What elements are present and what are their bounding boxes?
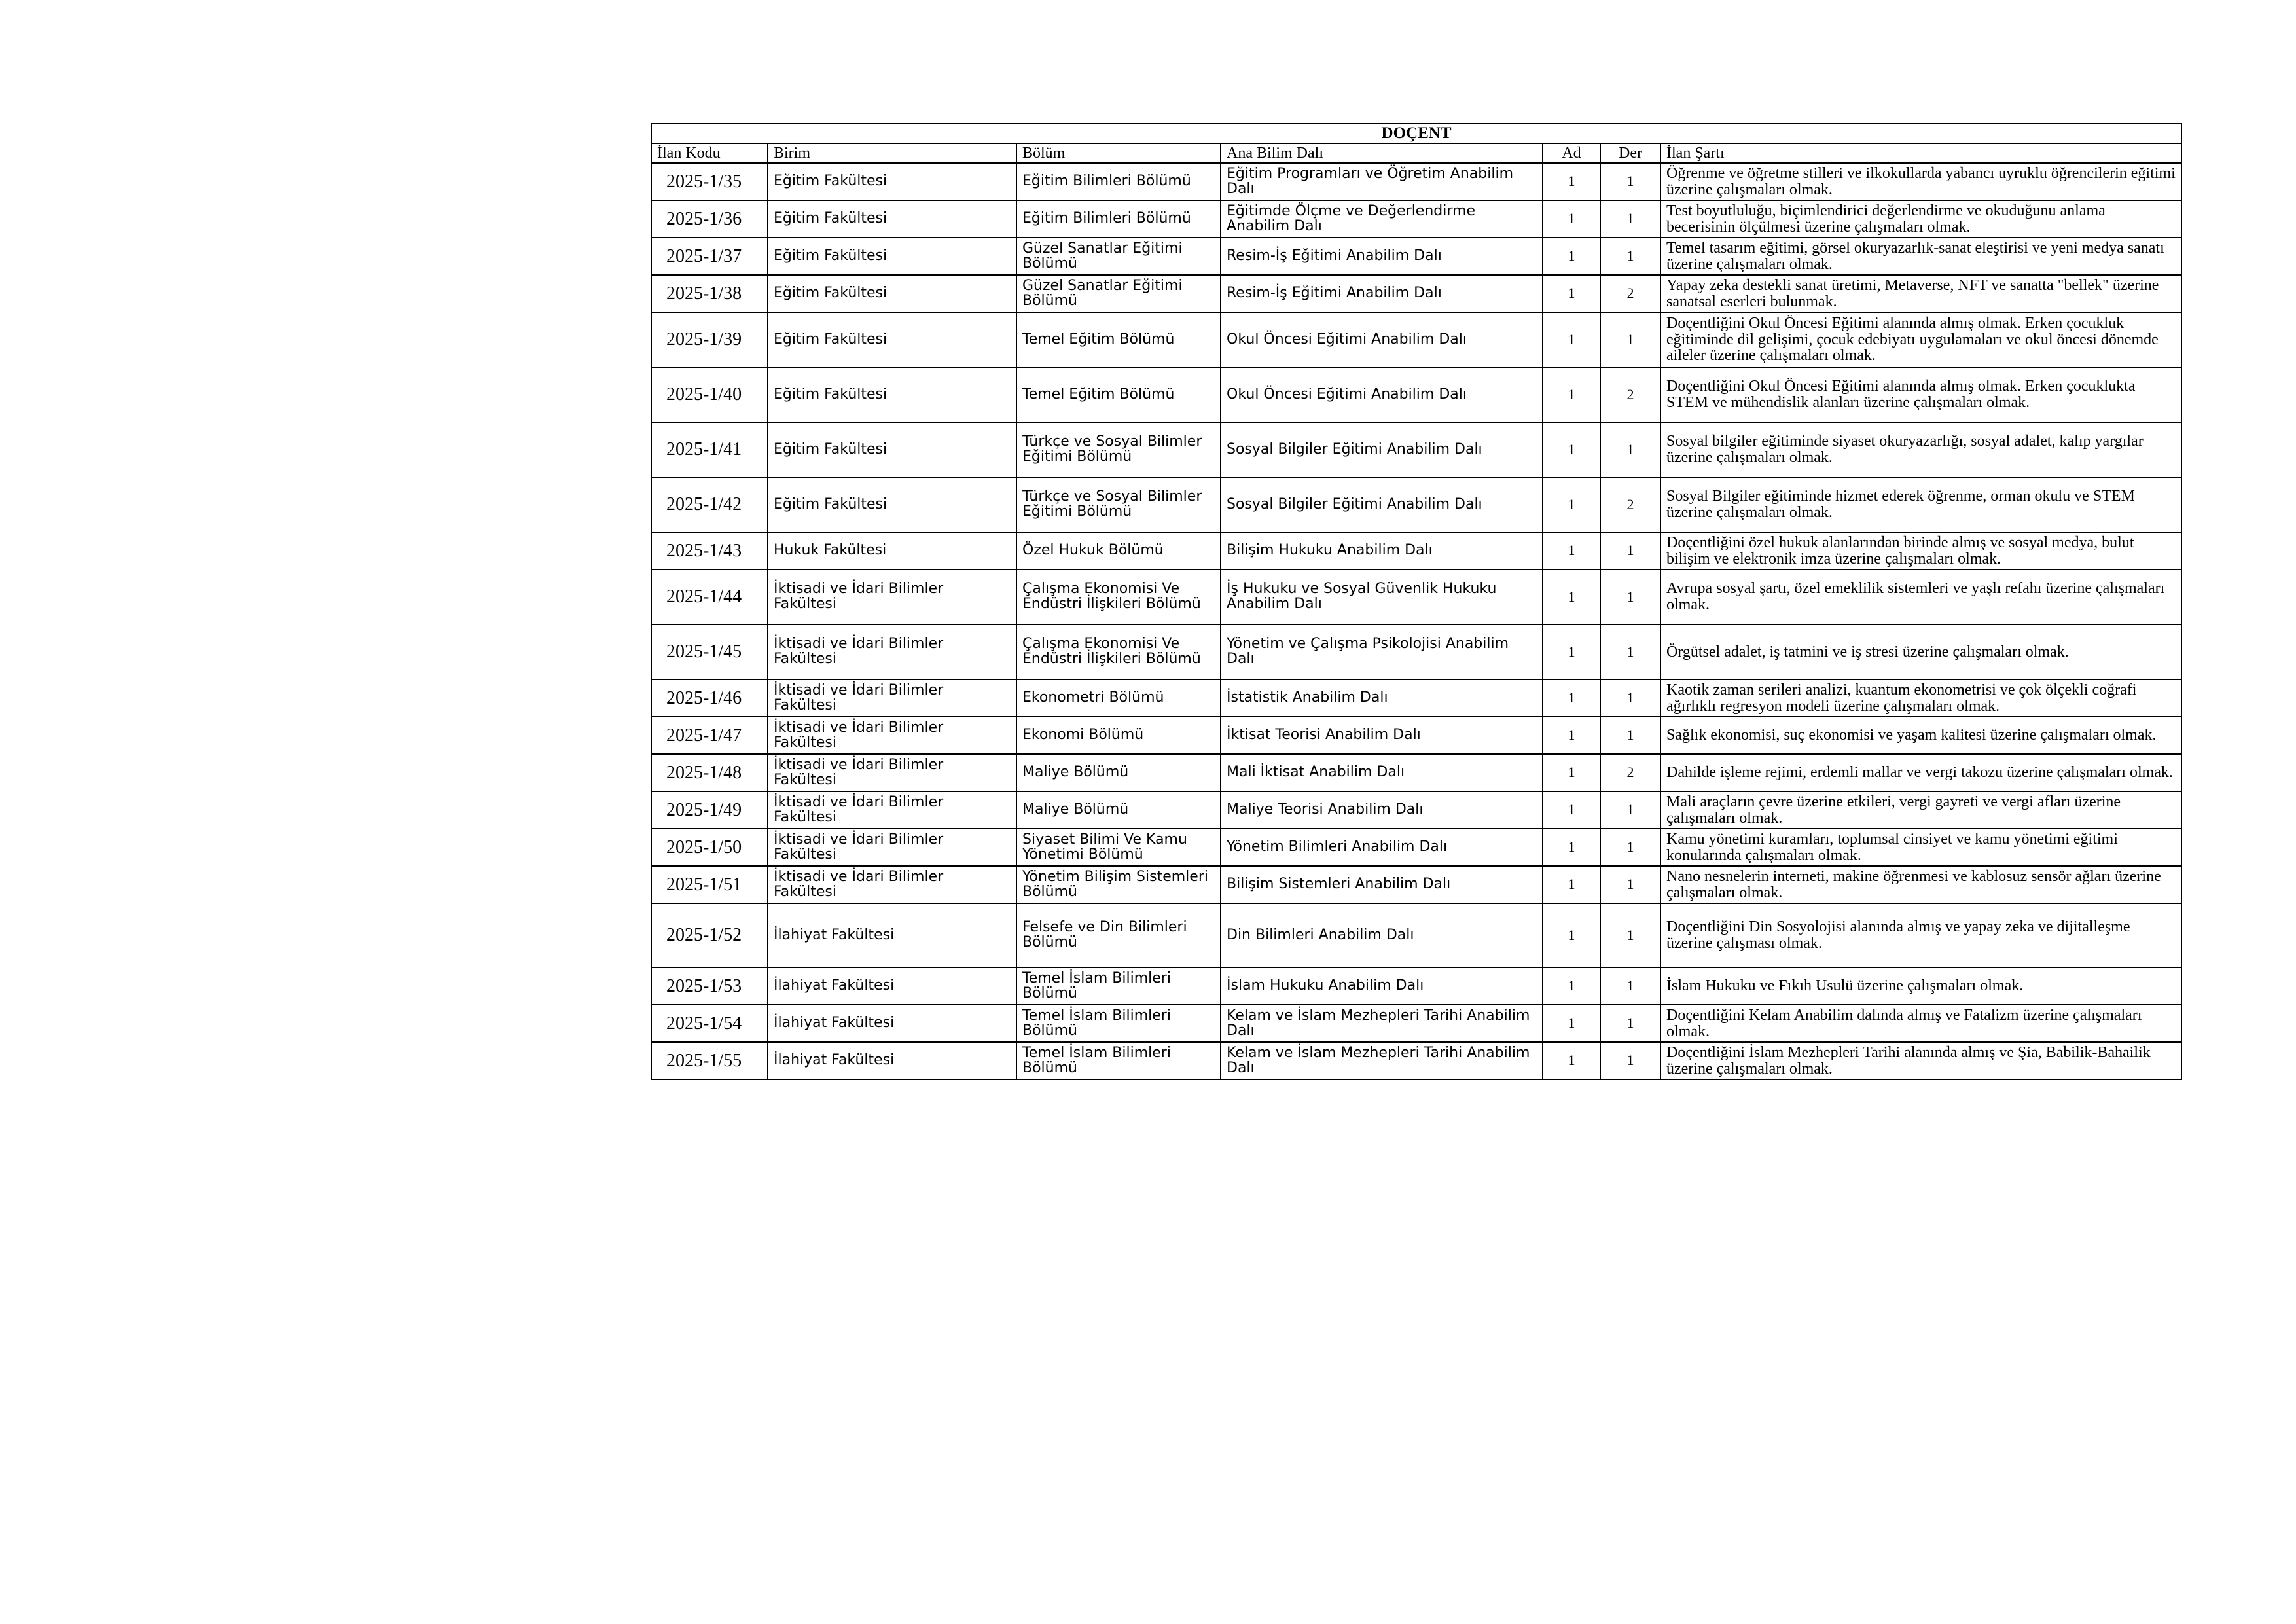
cell-bolum: Türkçe ve Sosyal Bilimler Eğitimi Bölümü: [1016, 477, 1221, 532]
cell-der: 1: [1600, 791, 1660, 829]
cell-ana-bilim-dali: İş Hukuku ve Sosyal Güvenlik Hukuku Anabilim Dalı: [1221, 569, 1543, 624]
cell-ad: 1: [1543, 967, 1600, 1005]
cell-birim: Eğitim Fakültesi: [768, 163, 1016, 200]
cell-ad: 1: [1543, 477, 1600, 532]
cell-ilan-kodu: 2025-1/36: [651, 200, 768, 238]
cell-bolum: Felsefe ve Din Bilimleri Bölümü: [1016, 903, 1221, 967]
cell-birim: İktisadi ve İdari Bilimler Fakültesi: [768, 866, 1016, 903]
table-row: [651, 829, 2181, 866]
cell-bolum: Temel Eğitim Bölümü: [1016, 367, 1221, 422]
cell-ana-bilim-dali: İslam Hukuku Anabilim Dalı: [1221, 967, 1543, 1005]
header-bolum: Bölüm: [1016, 143, 1221, 163]
table-row: [651, 754, 2181, 791]
header-birim: Birim: [768, 143, 1016, 163]
cell-ana-bilim-dali: Okul Öncesi Eğitimi Anabilim Dalı: [1221, 367, 1543, 422]
cell-ana-bilim-dali: Resim-İş Eğitimi Anabilim Dalı: [1221, 238, 1543, 275]
cell-ad: 1: [1543, 238, 1600, 275]
cell-der: 1: [1600, 1042, 1660, 1079]
cell-birim: İktisadi ve İdari Bilimler Fakültesi: [768, 829, 1016, 866]
cell-bolum: Türkçe ve Sosyal Bilimler Eğitimi Bölümü: [1016, 422, 1221, 477]
cell-ad: 1: [1543, 903, 1600, 967]
cell-der: 1: [1600, 829, 1660, 866]
cell-ana-bilim-dali: Bilişim Sistemleri Anabilim Dalı: [1221, 866, 1543, 903]
cell-ilan-sarti: Avrupa sosyal şartı, özel emeklilik sistemleri ve yaşlı refahı üzerine çalışmaları olmak.: [1660, 569, 2181, 624]
cell-birim: İktisadi ve İdari Bilimler Fakültesi: [768, 624, 1016, 679]
cell-der: 1: [1600, 967, 1660, 1005]
cell-ilan-kodu: 2025-1/48: [651, 754, 768, 791]
cell-birim: İktisadi ve İdari Bilimler Fakültesi: [768, 717, 1016, 754]
cell-birim: İktisadi ve İdari Bilimler Fakültesi: [768, 754, 1016, 791]
cell-der: 1: [1600, 163, 1660, 200]
cell-ad: 1: [1543, 791, 1600, 829]
table-row: [651, 163, 2181, 200]
cell-ana-bilim-dali: Kelam ve İslam Mezhepleri Tarihi Anabilim Dalı: [1221, 1005, 1543, 1042]
cell-bolum: Yönetim Bilişim Sistemleri Bölümü: [1016, 866, 1221, 903]
table-row: [651, 903, 2181, 967]
cell-der: 1: [1600, 422, 1660, 477]
cell-birim: İlahiyat Fakültesi: [768, 967, 1016, 1005]
cell-ad: 1: [1543, 422, 1600, 477]
cell-bolum: Ekonomi Bölümü: [1016, 717, 1221, 754]
cell-ilan-sarti: Örgütsel adalet, iş tatmini ve iş stresi üzerine çalışmaları olmak.: [1660, 624, 2181, 679]
cell-ilan-kodu: 2025-1/50: [651, 829, 768, 866]
cell-ilan-kodu: 2025-1/53: [651, 967, 768, 1005]
cell-bolum: Güzel Sanatlar Eğitimi Bölümü: [1016, 275, 1221, 312]
cell-birim: İlahiyat Fakültesi: [768, 1005, 1016, 1042]
cell-ilan-kodu: 2025-1/37: [651, 238, 768, 275]
table-row: [651, 866, 2181, 903]
cell-der: 1: [1600, 238, 1660, 275]
cell-ad: 1: [1543, 717, 1600, 754]
table-row: [651, 1005, 2181, 1042]
cell-ilan-sarti: Öğrenme ve öğretme stilleri ve ilkokullarda yabancı uyruklu öğrencilerin eğitimi üzerine çalışmaları olmak.: [1660, 163, 2181, 200]
table-row: [651, 312, 2181, 367]
cell-bolum: Siyaset Bilimi Ve Kamu Yönetimi Bölümü: [1016, 829, 1221, 866]
cell-ad: 1: [1543, 532, 1600, 569]
cell-der: 1: [1600, 903, 1660, 967]
cell-ad: 1: [1543, 275, 1600, 312]
cell-der: 1: [1600, 624, 1660, 679]
cell-ana-bilim-dali: Sosyal Bilgiler Eğitimi Anabilim Dalı: [1221, 422, 1543, 477]
cell-birim: Eğitim Fakültesi: [768, 238, 1016, 275]
cell-ad: 1: [1543, 569, 1600, 624]
cell-der: 1: [1600, 679, 1660, 717]
cell-ilan-kodu: 2025-1/43: [651, 532, 768, 569]
table-row: [651, 569, 2181, 624]
cell-ilan-sarti: Temel tasarım eğitimi, görsel okuryazarlık-sanat eleştirisi ve yeni medya sanatı üzerine çalışmaları olmak.: [1660, 238, 2181, 275]
cell-der: 2: [1600, 367, 1660, 422]
cell-birim: İktisadi ve İdari Bilimler Fakültesi: [768, 569, 1016, 624]
cell-ilan-sarti: Doçentliğini Kelam Anabilim dalında almış ve Fatalizm üzerine çalışmaları olmak.: [1660, 1005, 2181, 1042]
cell-der: 1: [1600, 312, 1660, 367]
cell-bolum: Eğitim Bilimleri Bölümü: [1016, 200, 1221, 238]
table-row: [651, 791, 2181, 829]
cell-bolum: Temel İslam Bilimleri Bölümü: [1016, 967, 1221, 1005]
cell-ilan-sarti: Kaotik zaman serileri analizi, kuantum ekonometrisi ve çok ölçekli coğrafi ağırlıklı regresyon modeli üzerine çalışmaları olmak.: [1660, 679, 2181, 717]
cell-der: 2: [1600, 275, 1660, 312]
cell-birim: Eğitim Fakültesi: [768, 422, 1016, 477]
cell-birim: İktisadi ve İdari Bilimler Fakültesi: [768, 679, 1016, 717]
cell-bolum: Maliye Bölümü: [1016, 791, 1221, 829]
cell-ilan-sarti: Kamu yönetimi kuramları, toplumsal cinsiyet ve kamu yönetimi eğitimi konularında çalışmaları olmak.: [1660, 829, 2181, 866]
header-ad: Ad: [1543, 143, 1600, 163]
cell-ilan-kodu: 2025-1/35: [651, 163, 768, 200]
cell-ilan-kodu: 2025-1/45: [651, 624, 768, 679]
header-der: Der: [1600, 143, 1660, 163]
cell-ana-bilim-dali: Mali İktisat Anabilim Dalı: [1221, 754, 1543, 791]
cell-der: 1: [1600, 717, 1660, 754]
cell-ilan-sarti: Yapay zeka destekli sanat üretimi, Metaverse, NFT ve sanatta "bellek" üzerine sanatsal eserleri bulunmak.: [1660, 275, 2181, 312]
cell-ana-bilim-dali: İktisat Teorisi Anabilim Dalı: [1221, 717, 1543, 754]
cell-ilan-sarti: Doçentliğini Din Sosyolojisi alanında almış ve yapay zeka ve dijitalleşme üzerine çalışması olmak.: [1660, 903, 2181, 967]
cell-bolum: Güzel Sanatlar Eğitimi Bölümü: [1016, 238, 1221, 275]
cell-ilan-sarti: Sosyal bilgiler eğitiminde siyaset okuryazarlığı, sosyal adalet, kalıp yargılar üzerine çalışmaları olmak.: [1660, 422, 2181, 477]
cell-ilan-sarti: Doçentliğini Okul Öncesi Eğitimi alanında almış olmak. Erken çocukluk eğitiminde dil gelişimi, çocuk edebiyatı uygulamaları ve okul öncesi dönemde aileler üzerine çalışmaları olmak.: [1660, 312, 2181, 367]
cell-ilan-kodu: 2025-1/51: [651, 866, 768, 903]
cell-ilan-kodu: 2025-1/52: [651, 903, 768, 967]
cell-bolum: Ekonometri Bölümü: [1016, 679, 1221, 717]
cell-ana-bilim-dali: İstatistik Anabilim Dalı: [1221, 679, 1543, 717]
cell-ana-bilim-dali: Yönetim Bilimleri Anabilim Dalı: [1221, 829, 1543, 866]
positions-table: [651, 123, 2182, 1080]
cell-ilan-kodu: 2025-1/38: [651, 275, 768, 312]
table-row: [651, 367, 2181, 422]
cell-bolum: Özel Hukuk Bölümü: [1016, 532, 1221, 569]
cell-ad: 1: [1543, 679, 1600, 717]
cell-bolum: Çalışma Ekonomisi Ve Endüstri İlişkileri Bölümü: [1016, 569, 1221, 624]
cell-ad: 1: [1543, 624, 1600, 679]
cell-birim: Eğitim Fakültesi: [768, 200, 1016, 238]
cell-der: 1: [1600, 1005, 1660, 1042]
header-ilan-kodu: İlan Kodu: [651, 143, 768, 163]
cell-ana-bilim-dali: Kelam ve İslam Mezhepleri Tarihi Anabilim Dalı: [1221, 1042, 1543, 1079]
cell-birim: İktisadi ve İdari Bilimler Fakültesi: [768, 791, 1016, 829]
table-row: [651, 1042, 2181, 1079]
cell-ilan-sarti: Test boyutluluğu, biçimlendirici değerlendirme ve okuduğunu anlama becerisinin ölçülmesi üzerine çalışmaları olmak.: [1660, 200, 2181, 238]
cell-ad: 1: [1543, 866, 1600, 903]
table-row: [651, 422, 2181, 477]
cell-ilan-kodu: 2025-1/49: [651, 791, 768, 829]
cell-ilan-sarti: Doçentliğini İslam Mezhepleri Tarihi alanında almış ve Şia, Babilik-Bahailik üzerine çalışmaları olmak.: [1660, 1042, 2181, 1079]
cell-ad: 1: [1543, 1042, 1600, 1079]
table-row: [651, 532, 2181, 569]
cell-ad: 1: [1543, 367, 1600, 422]
cell-ilan-kodu: 2025-1/44: [651, 569, 768, 624]
cell-ilan-sarti: Mali araçların çevre üzerine etkileri, vergi gayreti ve vergi afları üzerine çalışmaları olmak.: [1660, 791, 2181, 829]
cell-ilan-sarti: Sosyal Bilgiler eğitiminde hizmet ederek öğrenme, orman okulu ve STEM üzerine çalışmaları olmak.: [1660, 477, 2181, 532]
cell-ilan-kodu: 2025-1/55: [651, 1042, 768, 1079]
cell-bolum: Eğitim Bilimleri Bölümü: [1016, 163, 1221, 200]
cell-ilan-kodu: 2025-1/40: [651, 367, 768, 422]
cell-ana-bilim-dali: Maliye Teorisi Anabilim Dalı: [1221, 791, 1543, 829]
cell-ilan-sarti: Sağlık ekonomisi, suç ekonomisi ve yaşam kalitesi üzerine çalışmaları olmak.: [1660, 717, 2181, 754]
cell-ilan-kodu: 2025-1/39: [651, 312, 768, 367]
cell-der: 1: [1600, 569, 1660, 624]
table-row: [651, 477, 2181, 532]
cell-ilan-sarti: İslam Hukuku ve Fıkıh Usulü üzerine çalışmaları olmak.: [1660, 967, 2181, 1005]
cell-der: 2: [1600, 477, 1660, 532]
table-title: DOÇENT: [651, 124, 2181, 143]
cell-bolum: Maliye Bölümü: [1016, 754, 1221, 791]
table-row: [651, 679, 2181, 717]
cell-bolum: Temel İslam Bilimleri Bölümü: [1016, 1042, 1221, 1079]
cell-ad: 1: [1543, 163, 1600, 200]
table-row: [651, 717, 2181, 754]
cell-der: 1: [1600, 866, 1660, 903]
cell-ilan-sarti: Nano nesnelerin interneti, makine öğrenmesi ve kablosuz sensör ağları üzerine çalışmaları olmak.: [1660, 866, 2181, 903]
table-row: [651, 275, 2181, 312]
cell-der: 2: [1600, 754, 1660, 791]
cell-ad: 1: [1543, 312, 1600, 367]
cell-ana-bilim-dali: Yönetim ve Çalışma Psikolojisi Anabilim Dalı: [1221, 624, 1543, 679]
cell-birim: Eğitim Fakültesi: [768, 312, 1016, 367]
cell-ilan-sarti: Doçentliğini özel hukuk alanlarından birinde almış ve sosyal medya, bulut bilişim ve elektronik imza üzerine çalışmaları olmak.: [1660, 532, 2181, 569]
cell-ana-bilim-dali: Eğitim Programları ve Öğretim Anabilim Dalı: [1221, 163, 1543, 200]
cell-ilan-kodu: 2025-1/46: [651, 679, 768, 717]
header-ana-bilim-dali: Ana Bilim Dalı: [1221, 143, 1543, 163]
cell-ana-bilim-dali: Sosyal Bilgiler Eğitimi Anabilim Dalı: [1221, 477, 1543, 532]
cell-birim: Eğitim Fakültesi: [768, 477, 1016, 532]
table-row: [651, 624, 2181, 679]
cell-ad: 1: [1543, 829, 1600, 866]
cell-ana-bilim-dali: Resim-İş Eğitimi Anabilim Dalı: [1221, 275, 1543, 312]
cell-birim: Hukuk Fakültesi: [768, 532, 1016, 569]
table-row: [651, 238, 2181, 275]
cell-birim: Eğitim Fakültesi: [768, 367, 1016, 422]
cell-birim: Eğitim Fakültesi: [768, 275, 1016, 312]
table-row: [651, 200, 2181, 238]
cell-ilan-kodu: 2025-1/54: [651, 1005, 768, 1042]
cell-birim: İlahiyat Fakültesi: [768, 903, 1016, 967]
table-row: [651, 967, 2181, 1005]
cell-ad: 1: [1543, 754, 1600, 791]
cell-der: 1: [1600, 532, 1660, 569]
cell-ad: 1: [1543, 1005, 1600, 1042]
cell-ilan-sarti: Doçentliğini Okul Öncesi Eğitimi alanında almış olmak. Erken çocuklukta STEM ve mühendislik alanları üzerine çalışmaları olmak.: [1660, 367, 2181, 422]
cell-ana-bilim-dali: Okul Öncesi Eğitimi Anabilim Dalı: [1221, 312, 1543, 367]
cell-ad: 1: [1543, 200, 1600, 238]
cell-ana-bilim-dali: Bilişim Hukuku Anabilim Dalı: [1221, 532, 1543, 569]
cell-bolum: Çalışma Ekonomisi Ve Endüstri İlişkileri Bölümü: [1016, 624, 1221, 679]
header-ilan-sarti: İlan Şartı: [1660, 143, 2181, 163]
cell-ilan-kodu: 2025-1/42: [651, 477, 768, 532]
cell-ilan-kodu: 2025-1/41: [651, 422, 768, 477]
cell-bolum: Temel Eğitim Bölümü: [1016, 312, 1221, 367]
cell-ilan-sarti: Dahilde işleme rejimi, erdemli mallar ve vergi takozu üzerine çalışmaları olmak.: [1660, 754, 2181, 791]
cell-ana-bilim-dali: Din Bilimleri Anabilim Dalı: [1221, 903, 1543, 967]
cell-ilan-kodu: 2025-1/47: [651, 717, 768, 754]
cell-ana-bilim-dali: Eğitimde Ölçme ve Değerlendirme Anabilim Dalı: [1221, 200, 1543, 238]
cell-birim: İlahiyat Fakültesi: [768, 1042, 1016, 1079]
cell-der: 1: [1600, 200, 1660, 238]
cell-bolum: Temel İslam Bilimleri Bölümü: [1016, 1005, 1221, 1042]
